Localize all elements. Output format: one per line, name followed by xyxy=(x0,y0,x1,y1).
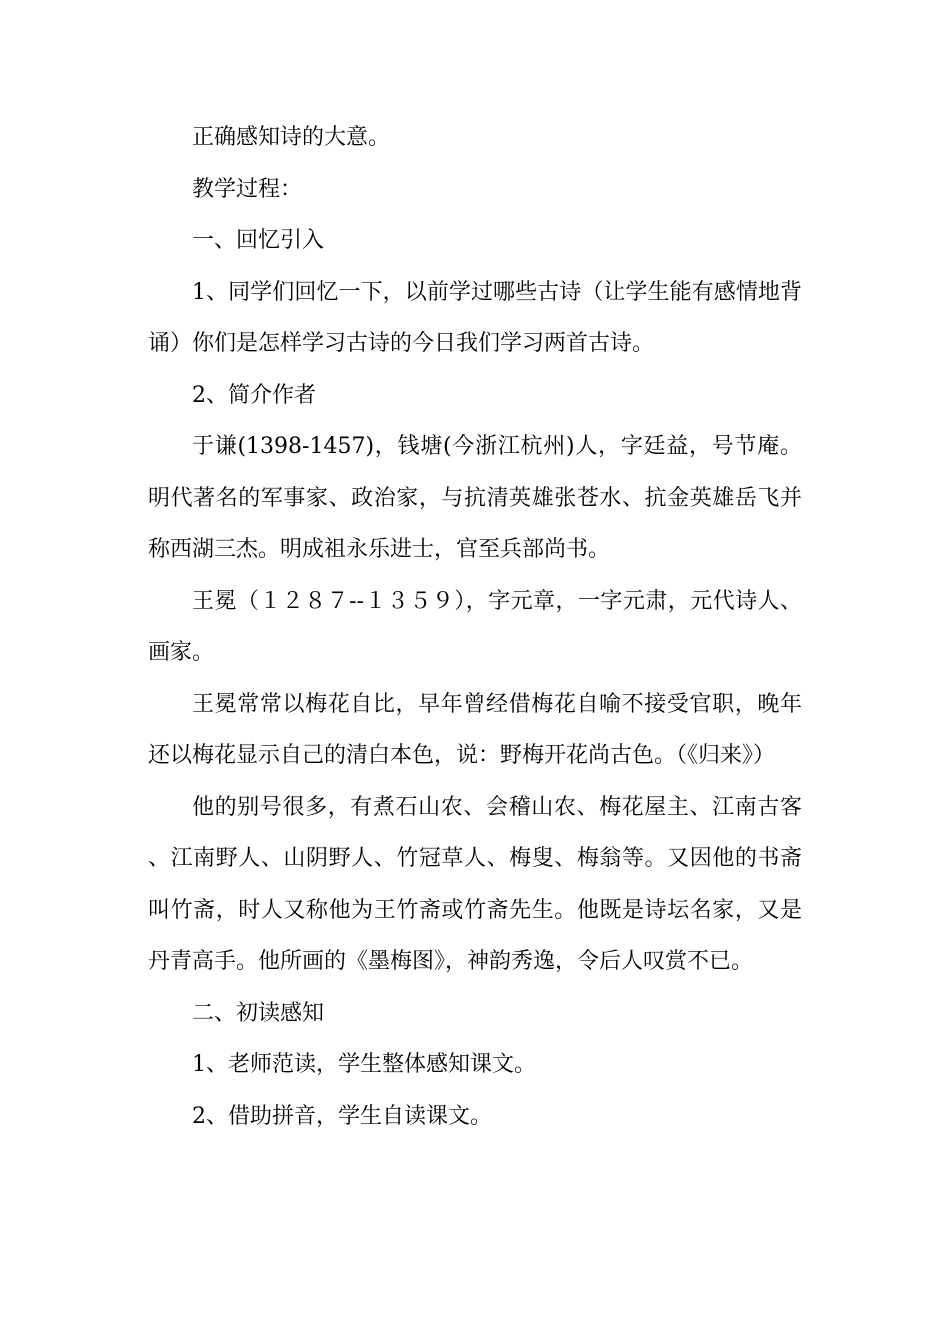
paragraph-recall-poems: 1、同学们回忆一下，以前学过哪些古诗（让学生能有感情地背诵）你们是怎样学习古诗的今日我们学习两首古诗。 xyxy=(148,279,802,356)
document-body xyxy=(148,112,802,1142)
paragraph-yu-qian: 于谦(1398-1457)，钱塘(今浙江杭州)人，字廷益，号节庵。明代著名的军事家、政治家，与抗清英雄张苍水、抗金英雄岳飞并称西湖三杰。明成祖永乐进士，官至兵部尚书。 xyxy=(148,434,802,562)
paragraph-wang-mian: 王冕（１２８７--１３５９），字元章，一字元肃，元代诗人、画家。 xyxy=(148,588,802,665)
paragraph-aliases: 他的别号很多，有煮石山农、会稽山农、梅花屋主、江南古客、江南野人、山阴野人、竹冠草人、梅叟、梅翁等。又因他的书斋叫竹斋，时人又称他为王竹斋或竹斋先生。他既是诗坛名家，又是丹青高手。他所画的《墨梅图》，神韵秀逸，令后人叹赏不已。 xyxy=(148,794,802,974)
paragraph-teacher-reads: 1、老师范读，学生整体感知课文。 xyxy=(192,1052,536,1077)
paragraph-goal: 正确感知诗的大意。 xyxy=(192,125,391,150)
paragraph-pinyin-reading: 2、借助拼音，学生自读课文。 xyxy=(192,1103,492,1129)
section-heading-first-reading: 二、初读感知 xyxy=(192,1000,325,1026)
subheading-author-intro: 2、简介作者 xyxy=(192,382,316,408)
section-heading-recall: 一、回忆引入 xyxy=(192,228,325,253)
paragraph-plum-blossom: 王冕常常以梅花自比，早年曾经借梅花自喻不接受官职，晚年还以梅花显示自己的清白本色，说：野梅开花尚古色。（《归来》） xyxy=(148,691,802,768)
paragraph-process-heading: 教学过程： xyxy=(192,176,303,202)
